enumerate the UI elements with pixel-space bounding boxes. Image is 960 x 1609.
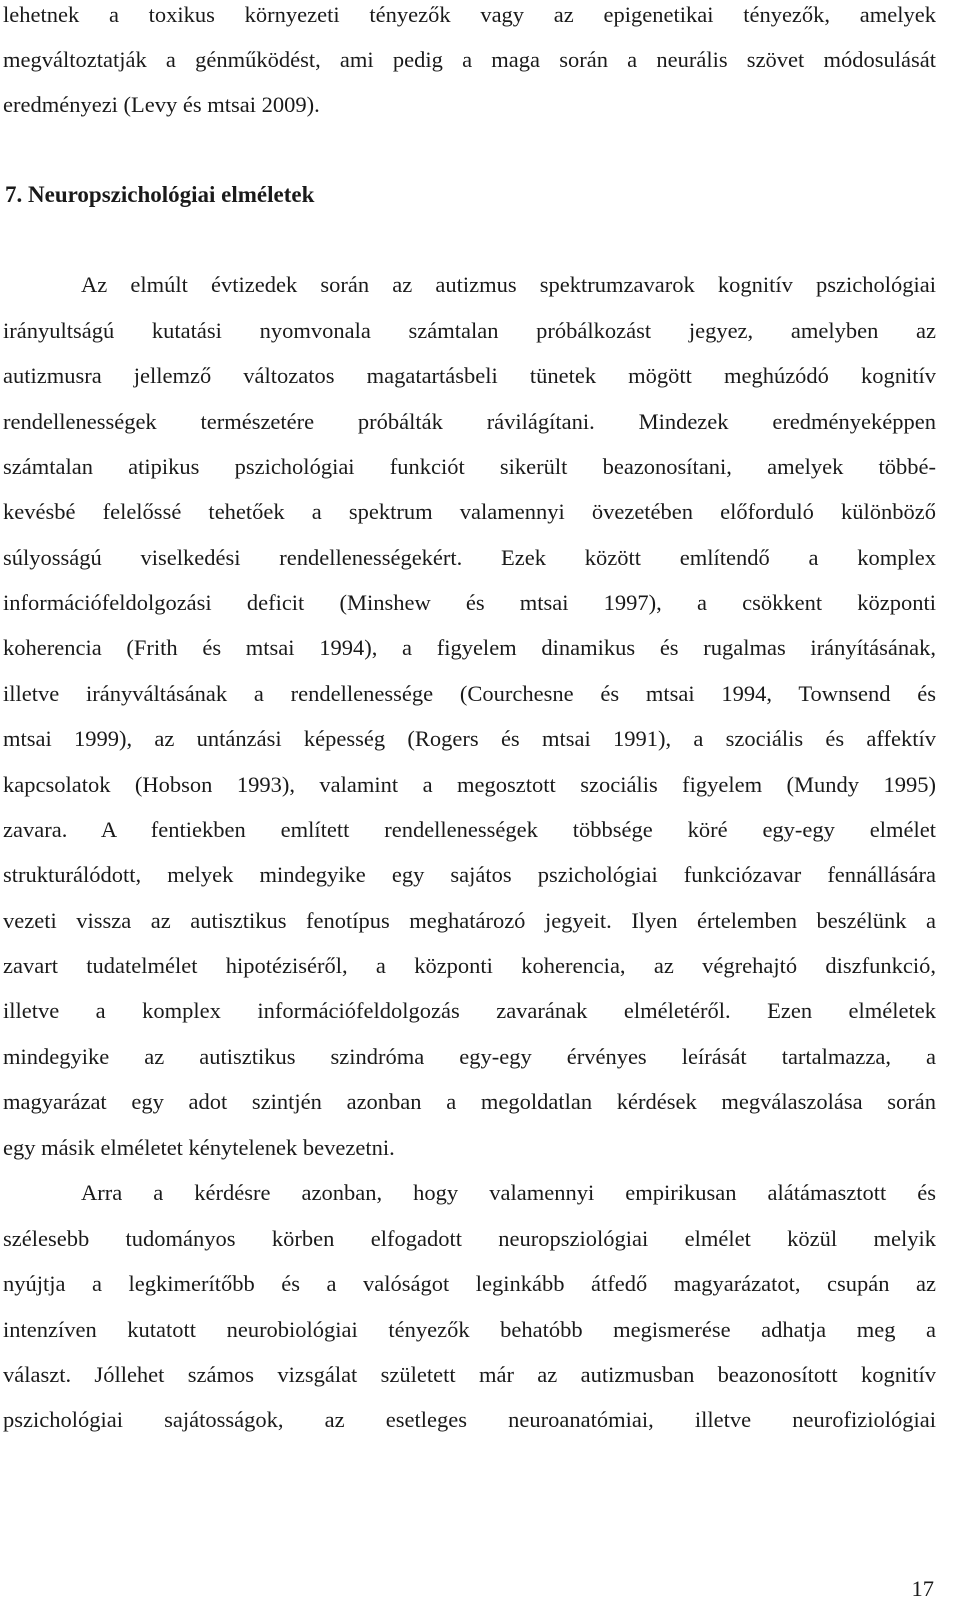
text-line: koherencia (Frith és mtsai 1994), a figyelem dinamikus és rugalmas irányításának, (3, 635, 936, 660)
text-line: megváltoztatják a génműködést, ami pedig a maga során a neurális szövet módosulását (3, 47, 936, 72)
text-line: Az elmúlt évtizedek során az autizmus spektrumzavarok kognitív pszichológiai (81, 272, 936, 297)
text-line: kevésbé felelőssé tehetőek a spektrum valamennyi övezetében előforduló különböző (3, 499, 936, 524)
text-line: pszichológiai sajátosságok, az esetleges neuroanatómiai, illetve neurofiziológiai (3, 1407, 936, 1432)
text-line: magyarázat egy adot szintjén azonban a megoldatlan kérdések megválaszolása során (3, 1089, 936, 1114)
text-line: Arra a kérdésre azonban, hogy valamennyi empirikusan alátámasztott és (81, 1180, 936, 1205)
text-line: illetve irányváltásának a rendellenessége (Courchesne és mtsai 1994, Townsend és (3, 681, 936, 706)
text-line: zavart tudatelmélet hipotéziséről, a központi koherencia, az végrehajtó diszfunkció, (3, 953, 936, 978)
text-line: szélesebb tudományos körben elfogadott neuropsziológiai elmélet közül melyik (3, 1226, 936, 1251)
text-line: információfeldolgozási deficit (Minshew és mtsai 1997), a csökkent központi (3, 590, 936, 615)
text-line: autizmusra jellemző változatos magatartásbeli tünetek mögött meghúzódó kognitív (3, 363, 936, 388)
text-line: rendellenességek természetére próbálták rávilágítani. Mindezek eredményeképpen (3, 409, 936, 434)
section-heading: 7. Neuropszichológiai elméletek (5, 182, 315, 207)
text-line: választ. Jóllehet számos vizsgálat született már az autizmusban beazonosított kognitív (3, 1362, 936, 1387)
text-line: zavara. A fentiekben említett rendellenességek többsége köré egy-egy elmélet (3, 817, 936, 842)
text-line: kapcsolatok (Hobson 1993), valamint a megosztott szociális figyelem (Mundy 1995) (3, 772, 936, 797)
text-line: strukturálódott, melyek mindegyike egy sajátos pszichológiai funkciózavar fennállására (3, 862, 936, 887)
text-line: lehetnek a toxikus környezeti tényezők vagy az epigenetikai tényezők, amelyek (3, 2, 936, 27)
text-line: számtalan atipikus pszichológiai funkciót sikerült beazonosítani, amelyek többé- (3, 454, 936, 479)
text-line: intenzíven kutatott neurobiológiai tényezők behatóbb megismerése adhatja meg a (3, 1317, 936, 1342)
text-line: nyújtja a legkimerítőbb és a valóságot leginkább átfedő magyarázatot, csupán az (3, 1271, 936, 1296)
text-line: illetve a komplex információfeldolgozás zavarának elméletéről. Ezen elméletek (3, 998, 936, 1023)
text-line: irányultságú kutatási nyomvonala számtalan próbálkozást jegyez, amelyben az (3, 318, 936, 343)
text-line: súlyosságú viselkedési rendellenességekért. Ezek között említendő a komplex (3, 545, 936, 570)
text-line: eredményezi (Levy és mtsai 2009). (3, 92, 320, 117)
text-line: vezeti vissza az autisztikus fenotípus meghatározó jegyeit. Ilyen értelemben beszélünk a (3, 908, 936, 933)
text-line: egy másik elméletet kénytelenek bevezetni. (3, 1135, 395, 1160)
page-number: 17 (911, 1576, 934, 1601)
text-line: mtsai 1999), az untánzási képesség (Rogers és mtsai 1991), a szociális és affektív (3, 726, 936, 751)
text-line: mindegyike az autisztikus szindróma egy-egy érvényes leírását tartalmazza, a (3, 1044, 936, 1069)
